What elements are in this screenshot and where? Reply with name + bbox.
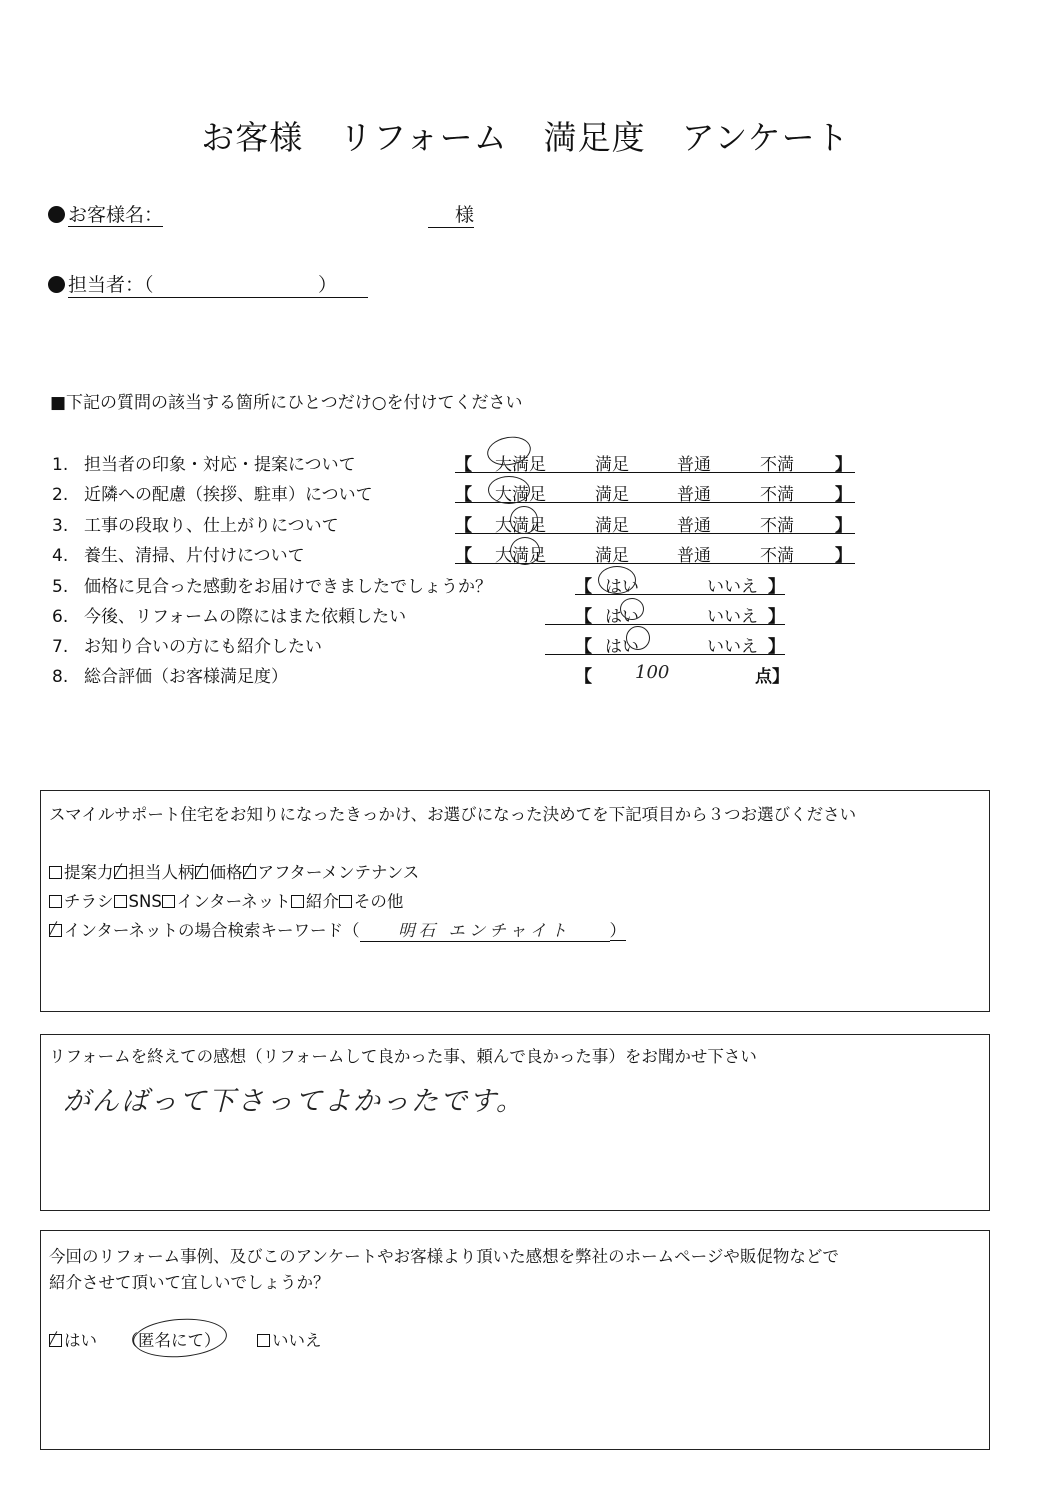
bracket: 】 (768, 577, 785, 597)
bracket: 】 (835, 546, 852, 566)
customer-name-suffix: 様 (428, 200, 474, 228)
score-field (575, 662, 789, 687)
bracket: 】 (835, 516, 852, 536)
rating-option[interactable]: 大満足 (495, 455, 546, 475)
bracket: 【 (455, 546, 472, 566)
question-text: 工事の段取り、仕上がりについて (84, 516, 339, 536)
question-6 (52, 602, 406, 627)
answer-circle (510, 506, 538, 534)
question-text: 担当者の印象・対応・提案について (84, 455, 356, 475)
question-text: お知り合いの方にも紹介したい (84, 637, 322, 657)
rating-option[interactable]: 普通 (677, 455, 711, 475)
title-part: お客様 (201, 118, 304, 157)
no-option[interactable]: いいえ (707, 607, 758, 627)
yes-option[interactable]: はい (605, 607, 639, 627)
no-option[interactable]: いいえ (707, 637, 758, 657)
question-number: 1. (52, 455, 69, 475)
question-4 (52, 541, 305, 566)
checkbox-checked-icon[interactable] (243, 866, 256, 879)
option-label: 担当人柄 (128, 863, 195, 882)
rating-option[interactable]: 普通 (677, 546, 711, 566)
question-7 (52, 632, 322, 657)
option-label: インターネット (176, 892, 291, 911)
checkbox-icon[interactable] (162, 895, 175, 908)
yes-option[interactable]: はい (605, 577, 639, 597)
option-label: 提案力 (64, 863, 114, 882)
checkbox-checked-icon[interactable] (195, 866, 208, 879)
publish-consent-section (40, 1230, 990, 1450)
impression-answer[interactable]: がんばって下さってよかったです。 (63, 1086, 525, 1117)
consent-anonymous[interactable]: （匿名にて） (121, 1331, 221, 1350)
question-3 (52, 511, 339, 536)
bracket: 】 (768, 637, 785, 657)
checkbox-checked-icon[interactable] (114, 866, 127, 879)
answer-circle (488, 476, 530, 504)
checkbox-icon[interactable] (257, 1334, 270, 1347)
answer-circle (620, 598, 644, 620)
bullet-icon (48, 206, 65, 223)
rating-option[interactable]: 大満足 (495, 516, 546, 536)
answer-circle (510, 537, 540, 565)
bracket: 】 (768, 607, 785, 627)
option-label: SNS (128, 892, 162, 911)
rating-option[interactable]: 満足 (595, 455, 629, 475)
bracket: 【 (455, 516, 472, 536)
bracket: 】 (835, 485, 852, 505)
reason-heading: スマイルサポート住宅をお知りになったきっかけ、お選びになった決めてを下記項目から３つお選びください (49, 805, 857, 824)
bracket: 【 (575, 577, 592, 597)
rating-option[interactable]: 不満 (760, 546, 794, 566)
impression-heading: リフォームを終えての感想（リフォームして良かった事、頼んで良かった事）をお聞かせ下さい (49, 1047, 757, 1066)
rating-option[interactable]: 大満足 (495, 546, 546, 566)
option-label: チラシ (64, 892, 114, 911)
bracket: 【 (575, 607, 592, 627)
answer-circle (598, 566, 636, 594)
rating-option[interactable]: 満足 (595, 485, 629, 505)
rating-option[interactable]: 普通 (677, 516, 711, 536)
checkbox-icon[interactable] (114, 895, 127, 908)
rating-option[interactable]: 満足 (595, 546, 629, 566)
checkbox-icon[interactable] (49, 866, 62, 879)
checkbox-icon[interactable] (339, 895, 352, 908)
rating-option[interactable]: 大満足 (495, 485, 546, 505)
reason-section (40, 790, 990, 1012)
question-text: 養生、清掃、片付けについて (84, 546, 305, 566)
rating-option[interactable]: 普通 (677, 485, 711, 505)
consent-heading-line1: 今回のリフォーム事例、及びこのアンケートやお客様より頂いた感想を弊社のホームページや販促物などで (49, 1247, 839, 1266)
rating-option[interactable]: 不満 (760, 455, 794, 475)
checkbox-icon[interactable] (291, 895, 304, 908)
impression-section (40, 1034, 990, 1211)
yesno-scale (545, 632, 785, 655)
title-part: アンケート (681, 118, 850, 157)
reason-row-1 (49, 859, 419, 883)
staff-row (48, 270, 368, 298)
title-part: 満足度 (543, 118, 646, 157)
question-text: 総合評価（お客様満足度） (84, 667, 288, 687)
question-1 (52, 450, 356, 475)
question-number: 3. (52, 516, 69, 536)
checkbox-checked-icon[interactable] (49, 1334, 62, 1347)
rating-option[interactable]: 不満 (760, 485, 794, 505)
answer-circle (626, 626, 650, 650)
option-label: アフターメンテナンス (257, 863, 420, 882)
option-label: 価格 (209, 863, 243, 882)
checkbox-icon[interactable] (49, 895, 62, 908)
customer-name-row (48, 200, 163, 227)
bracket: 【 (455, 485, 472, 505)
bullet-icon (48, 276, 65, 293)
bracket: 】 (835, 455, 852, 475)
question-text: 価格に見合った感動をお届けできましたでしょうか？ (84, 577, 492, 597)
question-text: 近隣への配慮（挨拶、駐車）について (84, 485, 373, 505)
page-title (0, 112, 1051, 159)
question-number: 4. (52, 546, 69, 566)
yes-option[interactable]: はい (605, 637, 639, 657)
staff-close: ） (318, 270, 368, 298)
staff-label: 担当者：（ (68, 270, 318, 298)
score-value[interactable]: 100 (635, 662, 670, 683)
question-2 (52, 480, 373, 505)
no-option[interactable]: いいえ (707, 577, 758, 597)
consent-no: いいえ (272, 1331, 322, 1350)
keyword-close: ） (609, 921, 627, 940)
bracket: 【 (575, 667, 592, 687)
score-unit: 点】 (755, 667, 789, 687)
question-number: 7. (52, 637, 69, 657)
instruction-text: ■下記の質問の該当する箇所にひとつだけ○を付けてください (50, 393, 523, 413)
question-number: 6. (52, 607, 69, 627)
option-label: 紹介 (305, 892, 339, 911)
checkbox-checked-icon[interactable] (49, 924, 62, 937)
rating-option[interactable]: 満足 (595, 516, 629, 536)
question-text: 今後、リフォームの際にはまた依頼したい (84, 607, 407, 627)
yesno-scale (545, 602, 785, 625)
answer-circle (132, 1316, 228, 1360)
title-part: リフォーム (339, 118, 508, 157)
keyword-value[interactable]: 明石 エンチャイト (360, 917, 610, 942)
rating-option[interactable]: 不満 (760, 516, 794, 536)
question-5 (52, 572, 492, 597)
bracket: 【 (455, 455, 472, 475)
reason-row-2 (49, 888, 403, 912)
keyword-label: インターネットの場合検索キーワード（ (64, 921, 360, 940)
question-number: 8. (52, 667, 69, 687)
customer-name-label: お客様名： (68, 204, 164, 226)
consent-heading-line2: 紹介させて頂いて宜しいでしょうか？ (49, 1273, 330, 1292)
question-8 (52, 662, 288, 687)
bracket: 【 (575, 637, 592, 657)
consent-yes: はい (64, 1331, 97, 1350)
option-label: その他 (353, 892, 404, 911)
keyword-row (49, 917, 626, 942)
question-number: 5. (52, 577, 69, 597)
question-number: 2. (52, 485, 69, 505)
